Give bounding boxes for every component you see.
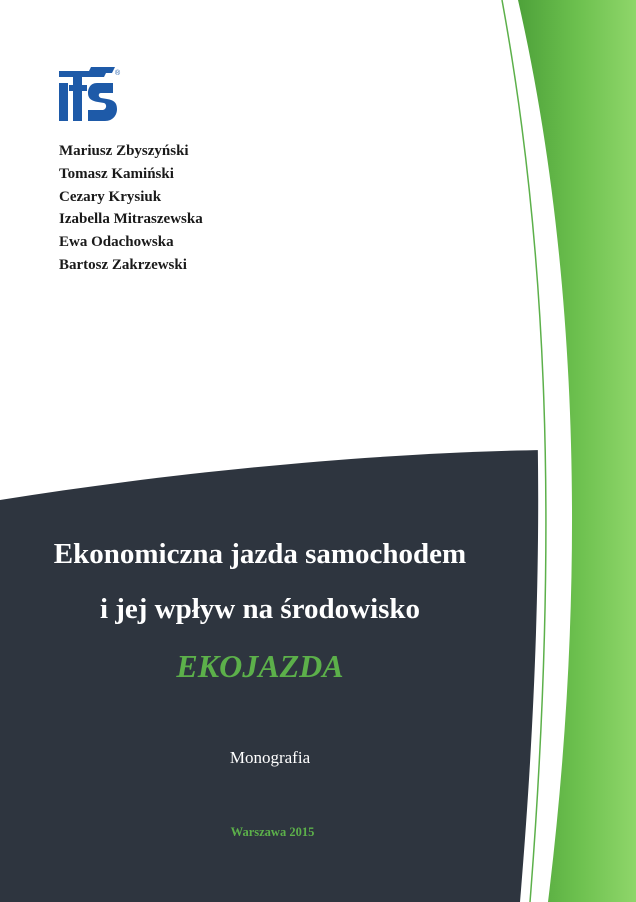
author-name: Tomasz Kamiński [59,165,174,182]
author-name: Bartosz Zakrzewski [59,256,187,273]
place-and-year: Warszawa 2015 [230,825,315,839]
title-line-1: Ekonomiczna jazda samochodem [53,538,467,570]
title-line-2: i jej wpływ na środowisko [99,593,421,625]
author-name: Ewa Odachowska [59,234,174,251]
subtitle: EKOJAZDA [176,648,344,684]
author-list [59,140,203,277]
its-logo [57,65,123,125]
publication-type: Monografia [229,748,311,767]
author-name: Mariusz Zbyszyński [59,143,189,159]
author-name: Cezary Krysiuk [59,188,162,205]
registered-mark: ® [115,70,121,77]
author-name: Izabella Mitraszewska [59,211,203,228]
